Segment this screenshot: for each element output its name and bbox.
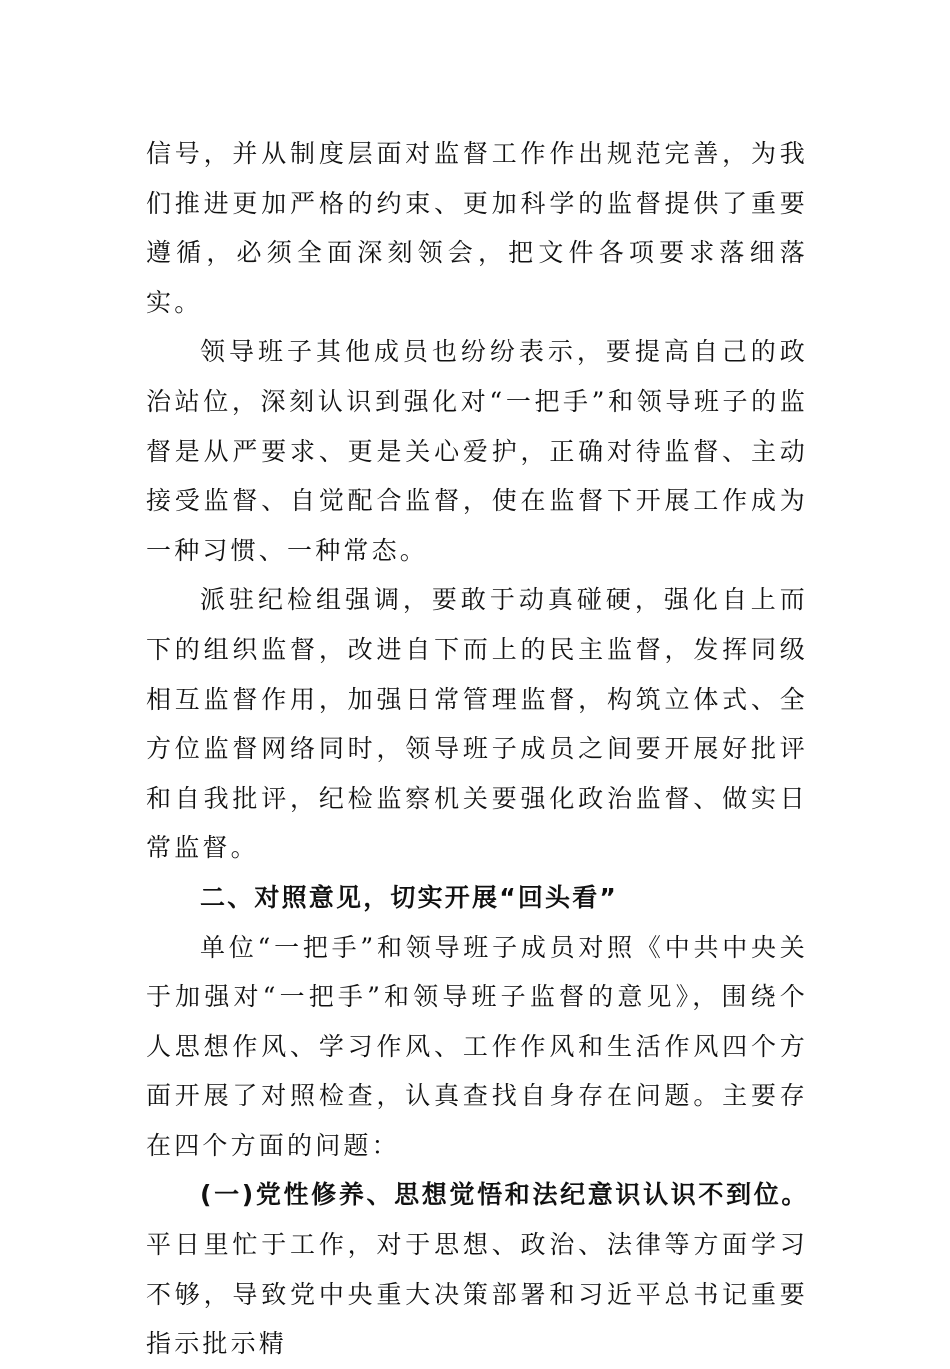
paragraph-inspection-group: 派驻纪检组强调，要敢于动真碰硬，强化自上而下的组织监督，改进自下而上的民主监督，发挥同级相互监督作用，加强日常管理监督，构筑立体式、全方位监督网络同时，领导班子成员之间要开展好批评和自我批评，纪检监察机关要强化政治监督、做实日常监督。 bbox=[146, 585, 808, 863]
issue-1-text: 平日里忙于工作，对于思想、政治、法律等方面学习不够，导致党中央重大决策部署和习近平总书记重要指示批示精 bbox=[146, 1230, 808, 1359]
paragraph-continuation: 信号，并从制度层面对监督工作作出规范完善，为我们推进更加严格的约束、更加科学的监督提供了重要遵循，必须全面深刻领会，把文件各项要求落细落实。 bbox=[146, 139, 808, 317]
section-heading-2: 二、对照意见，切实开展“回头看” bbox=[200, 882, 619, 912]
paragraph-self-check: 单位“一把手”和领导班子成员对照《中共中央关于加强对“一把手”和领导班子监督的意见》，围绕个人思想作风、学习作风、工作作风和生活作风四个方面开展了对照检查，认真查找自身存在问题。主要存在四个方面的问题： bbox=[146, 932, 808, 1160]
document-body bbox=[146, 129, 808, 1369]
paragraph-issue-1 bbox=[146, 1170, 808, 1368]
paragraph-leadership-statement: 领导班子其他成员也纷纷表示，要提高自己的政治站位，深刻认识到强化对“一把手”和领导班子的监督是从严要求、更是关心爱护，正确对待监督、主动接受监督、自觉配合监督，使在监督下开展工作成为一种习惯、一种常态。 bbox=[146, 337, 808, 565]
issue-1-title: (一)党性修养、思想觉悟和法纪意识认识不到位。 bbox=[200, 1180, 808, 1210]
